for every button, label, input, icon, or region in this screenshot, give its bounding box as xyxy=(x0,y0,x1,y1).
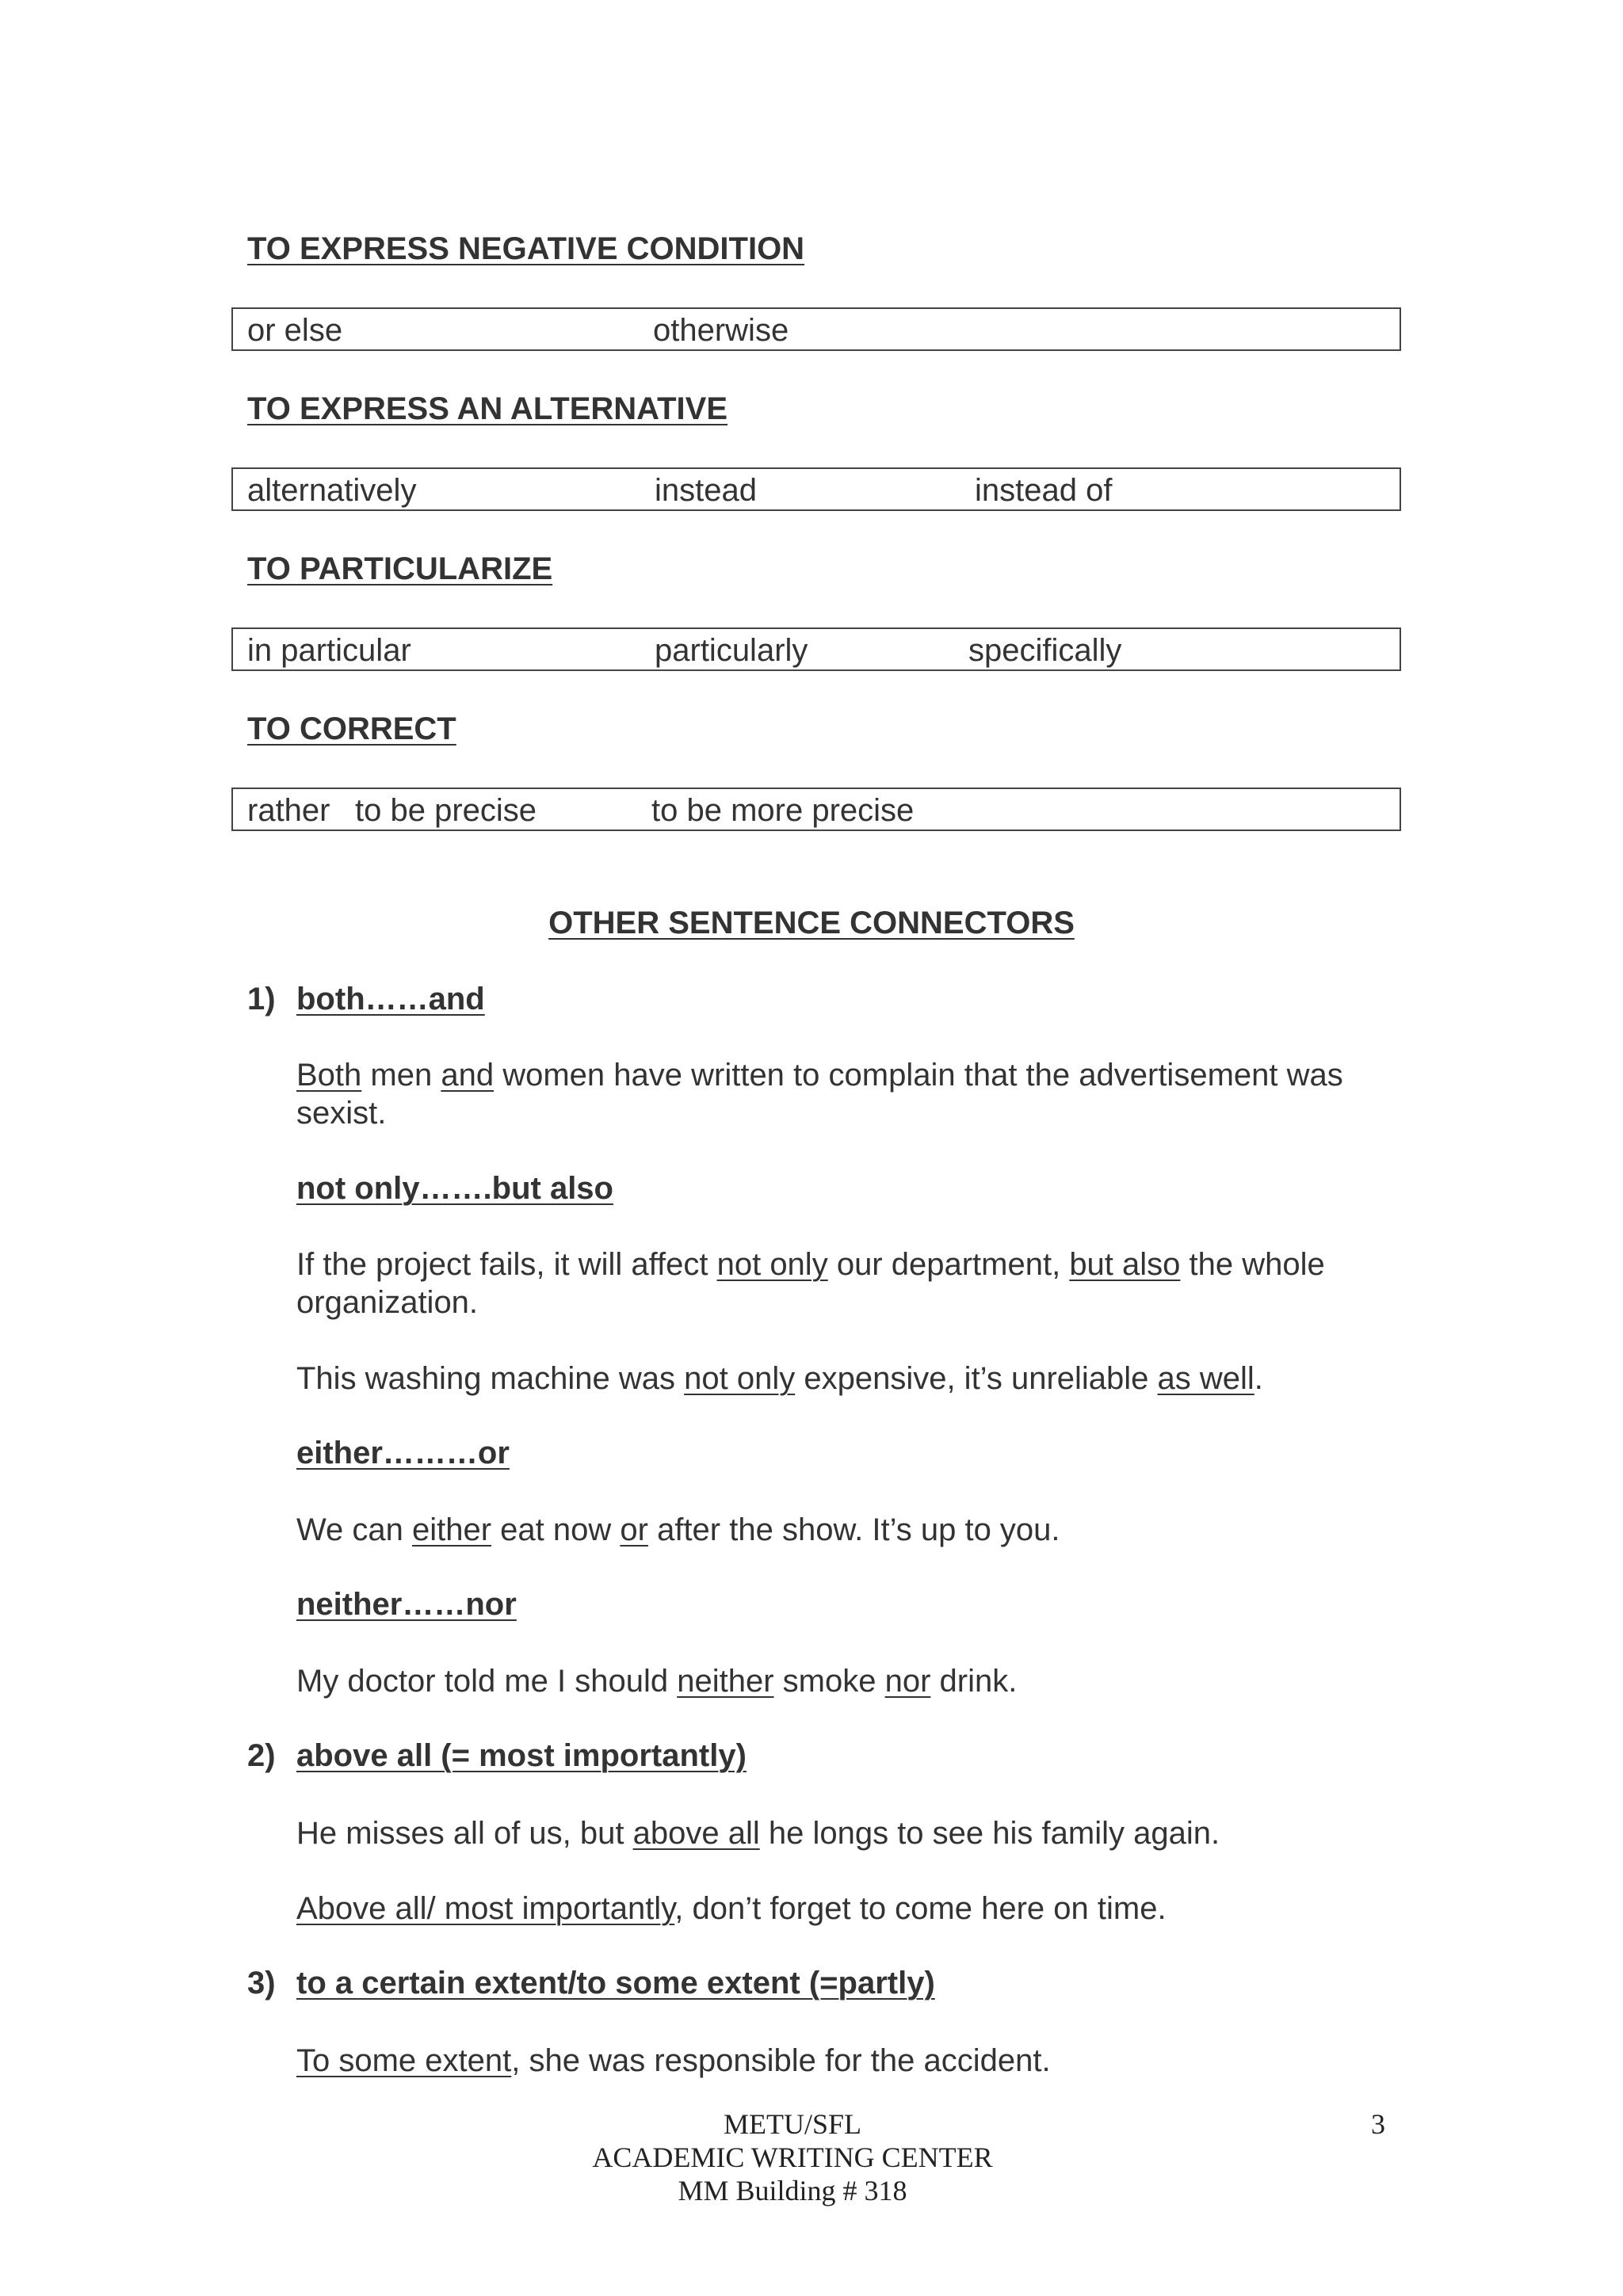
connector-item: instead xyxy=(655,473,757,508)
item-number: 1) xyxy=(247,982,276,1016)
connector-item: particularly xyxy=(655,633,808,668)
connector-item: instead of xyxy=(975,473,1113,508)
connector-item: to be precise xyxy=(355,793,537,828)
example-sentence: To some extent, she was responsible for the accident. xyxy=(296,2043,1051,2078)
example-sentence: We can either eat now or after the show. It’s up to you. xyxy=(296,1512,1060,1547)
connector-box-negative xyxy=(231,307,1401,351)
subheading-either-or: either………or xyxy=(296,1436,510,1470)
footer-line-building: MM Building # 318 xyxy=(678,2175,907,2206)
page-number: 3 xyxy=(1371,2108,1385,2140)
subheading-both-and: both……and xyxy=(296,982,485,1016)
footer-line-center: ACADEMIC WRITING CENTER xyxy=(592,2142,993,2173)
item-number: 3) xyxy=(247,1966,276,2000)
example-sentence: Both men and women have written to complain that the advertisement was sexist. xyxy=(296,1058,1343,1131)
subheading-to-some-extent: to a certain extent/to some extent (=partly) xyxy=(296,1966,935,2000)
example-sentence: Above all/ most importantly, don’t forget to come here on time. xyxy=(296,1891,1167,1926)
connector-box-correct xyxy=(231,788,1401,831)
connector-item: otherwise xyxy=(653,313,789,348)
connector-box-particularize xyxy=(231,627,1401,671)
subheading-above-all: above all (= most importantly) xyxy=(296,1738,747,1773)
example-sentence: This washing machine was not only expensive, it’s unreliable as well. xyxy=(296,1361,1263,1396)
heading-alternative: TO EXPRESS AN ALTERNATIVE xyxy=(247,391,727,426)
example-sentence: If the project fails, it will affect not only our department, but also the whole organization. xyxy=(296,1247,1325,1320)
connector-item: in particular xyxy=(247,633,411,668)
heading-correct: TO CORRECT xyxy=(247,711,456,746)
connector-item: or else xyxy=(247,313,343,348)
section-title-other-connectors: OTHER SENTENCE CONNECTORS xyxy=(548,906,1075,940)
connector-item: alternatively xyxy=(247,473,417,508)
subheading-not-only-but-also: not only…….but also xyxy=(296,1171,613,1206)
example-sentence: He misses all of us, but above all he longs to see his family again. xyxy=(296,1816,1220,1851)
connector-item: specifically xyxy=(968,633,1122,668)
item-number: 2) xyxy=(247,1738,276,1773)
connector-item: rather xyxy=(247,793,330,828)
heading-negative-condition: TO EXPRESS NEGATIVE CONDITION xyxy=(247,231,805,266)
connector-box-alternative xyxy=(231,467,1401,511)
example-sentence: My doctor told me I should neither smoke nor drink. xyxy=(296,1664,1018,1699)
subheading-neither-nor: neither……nor xyxy=(296,1587,517,1622)
footer-line-institution: METU/SFL xyxy=(723,2108,862,2140)
heading-particularize: TO PARTICULARIZE xyxy=(247,551,553,586)
connector-item: to be more precise xyxy=(651,793,915,828)
